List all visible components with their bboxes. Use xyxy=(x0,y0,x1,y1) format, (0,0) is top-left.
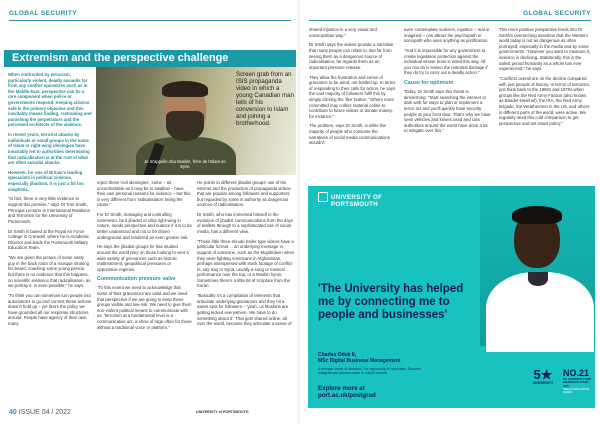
article-paragraph: reject these 'evil ideologies', some – as uncomfortable as it may be to swallow – have their own personal reasons for violence – but this is very different from 'radicalisation' being the cause." xyxy=(97,180,191,208)
article-paragraph: "We are given the picture of some nasty guy in the back room of a mosque stroking his beard, coaching some young person, but there is no evidence that this happens, no scientific evidence that radicalisation, as we portray it, is even possible," he says. xyxy=(8,255,91,289)
article-paragraph: Dr Smith says the videos provide a narrative that many people can relate to. But far from seeing them as a dangerous source of radicalisation, he regards them as an important pressure release. xyxy=(309,42,394,70)
ranking-badge xyxy=(563,368,593,394)
article-paragraph: For Dr Smith, managing and controlling extremism, be it jihadist or ultra right-wing in nature, needs perspective and nuance if it is to be better understood and not to be driven underground and rendered an even greater risk. xyxy=(97,212,192,240)
cta-url[interactable]: port.ac.uk/postgrad xyxy=(318,392,376,399)
article-paragraph: In recent years, terrorist attacks by individuals or small groups in the name of Islam or right-wing ideologies have invariably led to authorities determining that radicalisation is at the root of what are often suicidal attacks. xyxy=(8,132,90,166)
photo-caption: Screen grab from an ISIS propaganda video in which a young Canadian man tells of his conversion to Islam and joining a brotherhood. xyxy=(236,71,294,127)
cta-line-1: Explore more at xyxy=(318,385,365,392)
article-paragraph: "Conflicts overall are on the decline compared with just periods of history. In terms of terrorism, just think back to the 1960s and 1970s when groups like the Red Army Faction (also known as Baader-Meinhof), the IRA, the Red Army Brigade, the Weathermen in the US, and others in different parts of the world, were active. We regularly need this cold comparison to get perspective and set smart policy." xyxy=(499,75,591,126)
ad-byline xyxy=(318,352,401,364)
issue-label: ISSUE 04 / 2022 xyxy=(18,409,71,416)
article-paragraph: Today, Dr Smith says this threat is diminishing: "Start searching the internet or dark web for ways to plan or implement a terror act and you'll quickly have security people at your front door. That's why we have seen vehicles and knives used and cuts authorities around the world have done a lot to mitigate over this." xyxy=(404,89,491,134)
section-label-right: GLOBAL SECURITY xyxy=(523,10,591,17)
page-number-value: 40 xyxy=(9,409,17,416)
article-paragraph: "In fact, there is very little evidence to support this premise," says Dr Tom Smith, Principal Lecturer in International Relations and Terrorism for the University of Portsmouth. xyxy=(8,196,90,224)
article-column-4 xyxy=(309,27,397,183)
article-paragraph: He says the jihadist groups he has studied around the world prey on those looking to vent a wide variety of grievances such as historic maltreatment, geopolitical pressures or oppressive regimes. xyxy=(97,244,189,272)
page-number xyxy=(9,409,71,416)
ad-quote: 'The University has helped me by connecting me to people and businesses' xyxy=(318,283,464,321)
article-paragraph: When confronted by terrorism, particularly violent, deadly assaults far from any conflict epicentres such as in the Middle East, perspective can be a rare component when police or governments respond. Keeping citizens safe is the primary objective and this inevitably means finding, restraining and punishing the perpetrators and the perceived architects of the violence. xyxy=(8,72,92,128)
university-logo xyxy=(318,194,382,208)
student-programme: MSc Digital Business Management xyxy=(318,358,401,364)
article-paragraph: shared injustice in a very visual and cosmopolitan way." xyxy=(309,27,377,38)
photo-caption-box xyxy=(234,67,296,175)
photo-subject-beard xyxy=(166,111,204,141)
article-subhead: Cause for optimism xyxy=(404,80,454,87)
article-column-1 xyxy=(8,72,92,404)
article-paragraph: "To this extent we need to acknowledge that some of their grievances are valid and we need that perspective if we are going to keep these groups visible and low-risk. We need to give them non-violent political means to communicate with us. Terrorism at a fundamental level is a communicative act, a show of rage often for those without a traditional voice or platform." xyxy=(97,285,192,330)
article-paragraph: However, for one of Britain's leading specialists in political violence, especially jihadism, it is just a bit too simplistic. xyxy=(8,169,84,192)
article-paragraph: "Basically it's a compilation of elements that articulate underlying grievances and they hit a sweet spot for followers – 'yeah, us Muslims are getting kicked everywhere. We have to do something about it'. That gets shared online, all over the world, because they articulate a sense of xyxy=(197,293,292,327)
top-rule-left xyxy=(9,20,291,21)
article-paragraph: "These little three-minute trailer type videos have a particular format ... an underlying message in support of someone, such as the Mujahideen when they were fighting Americans in Afghanistan, perhaps interspersed with stock footage of conflict in, say Iraq or Syria, usually a song or musical performance over the top, or a Muslim hymn. Sometimes there's a little bit of scripture from the Koran. xyxy=(197,238,295,289)
photo-subtitle: Je m'appelle Abu Muslim, frère de l'Islam en Syrie xyxy=(144,159,226,169)
article-headline: Extremism and the perspective challenge xyxy=(12,52,229,64)
ad-student-photo xyxy=(480,186,595,346)
article-paragraph: He points to different jihadist groups' use of the internet and the production of propaganda videos that are popular among followers and supporters but regarded by some in authority as dangerous sources of radicalisation. xyxy=(197,180,291,208)
student-collar xyxy=(528,272,548,286)
article-column-3 xyxy=(197,180,295,402)
article-paragraph: "And it is impossible for any government to create legislation protection against the individual whose brain is wired this way. All you can do is lessen the potential damage if they do try to carry out a deadly action." xyxy=(404,47,488,76)
article-paragraph: Dr Smith, who has immersed himself in the evolution of jihadist communications from the days of leaflets through to a sophisticated use of social media, has a different view. xyxy=(197,212,294,234)
article-paragraph: Dr Smith is based at the Royal Air Force College in Cranwell, where he is Academic Director and leads the Portsmouth Military Education Team. xyxy=(8,228,90,251)
article-paragraph: even contemplate violence, injustice – real or imagined – can attract the psychopath or sociopath who uses anything as justification. xyxy=(404,27,490,44)
ranking-label: UK UNIVERSITY FOR GRADUATE START-UPS xyxy=(563,377,592,388)
headline-bar xyxy=(4,50,296,67)
five-star-badge xyxy=(526,368,560,385)
student-name: Charles Oduk II, xyxy=(318,352,357,358)
logo-line-1: UNIVERSITY OF xyxy=(331,194,383,201)
five-star-value: 5★ xyxy=(533,367,553,382)
five-star-label: UNIVERSITY xyxy=(532,381,554,385)
isis-video-photo xyxy=(96,67,296,175)
article-column-2 xyxy=(97,180,192,402)
article-paragraph: This more positive perspective feeds into Dr Smith's overarching assertion that the Western world today is not as dangerous as often portrayed, especially in the media and by some governments. "However you want to measure it, violence is declining. Statistically, this is the safest period humanity as a whole has ever experienced," he says. xyxy=(499,27,591,72)
top-rule-right xyxy=(309,20,591,21)
university-emblem-icon xyxy=(318,192,328,202)
ad-blurb: A stronger sense of direction. The opportunity to specialise. Discover postgraduate courses made to unlock careers. xyxy=(318,367,422,376)
article-column-5 xyxy=(404,27,492,183)
ranking-value: NO.21 xyxy=(563,368,590,378)
article-paragraph: The problem, says Dr Smith, is while the majority of people who consume the narratives of social media communications wouldn't xyxy=(309,123,390,146)
article-paragraph: "To think you can somehow turn people into automatons to go and commit these actions doesn't hold up – yet that's the policy we have grounded all our response structures around. People have agency of their own, many xyxy=(8,292,92,326)
article-paragraph: They allow the frustration and sense of grievance to be aired, not bottled up. In terms of responding to their calls for action, he says the vast majority of followers fulfil this by simply clicking the 'like' button: "Others more committed may collect material online to contribute to future videos or donate money, for instance." xyxy=(309,74,396,119)
article-column-6 xyxy=(499,27,591,183)
photo-subject-hair xyxy=(162,81,208,97)
university-advert[interactable] xyxy=(308,186,595,408)
section-label-left: GLOBAL SECURITY xyxy=(9,10,77,17)
logo-line-2: PORTSMOUTH xyxy=(331,201,378,208)
ranking-source: HEIDI-SA DATA 2018/19 2019/20 xyxy=(563,387,590,394)
ad-cta[interactable] xyxy=(318,385,376,399)
student-hair xyxy=(512,206,562,224)
footer-brand: UNIVERSITY of PORTSMOUTH xyxy=(196,410,249,414)
article-subhead: Communication pressure valve xyxy=(97,276,176,283)
